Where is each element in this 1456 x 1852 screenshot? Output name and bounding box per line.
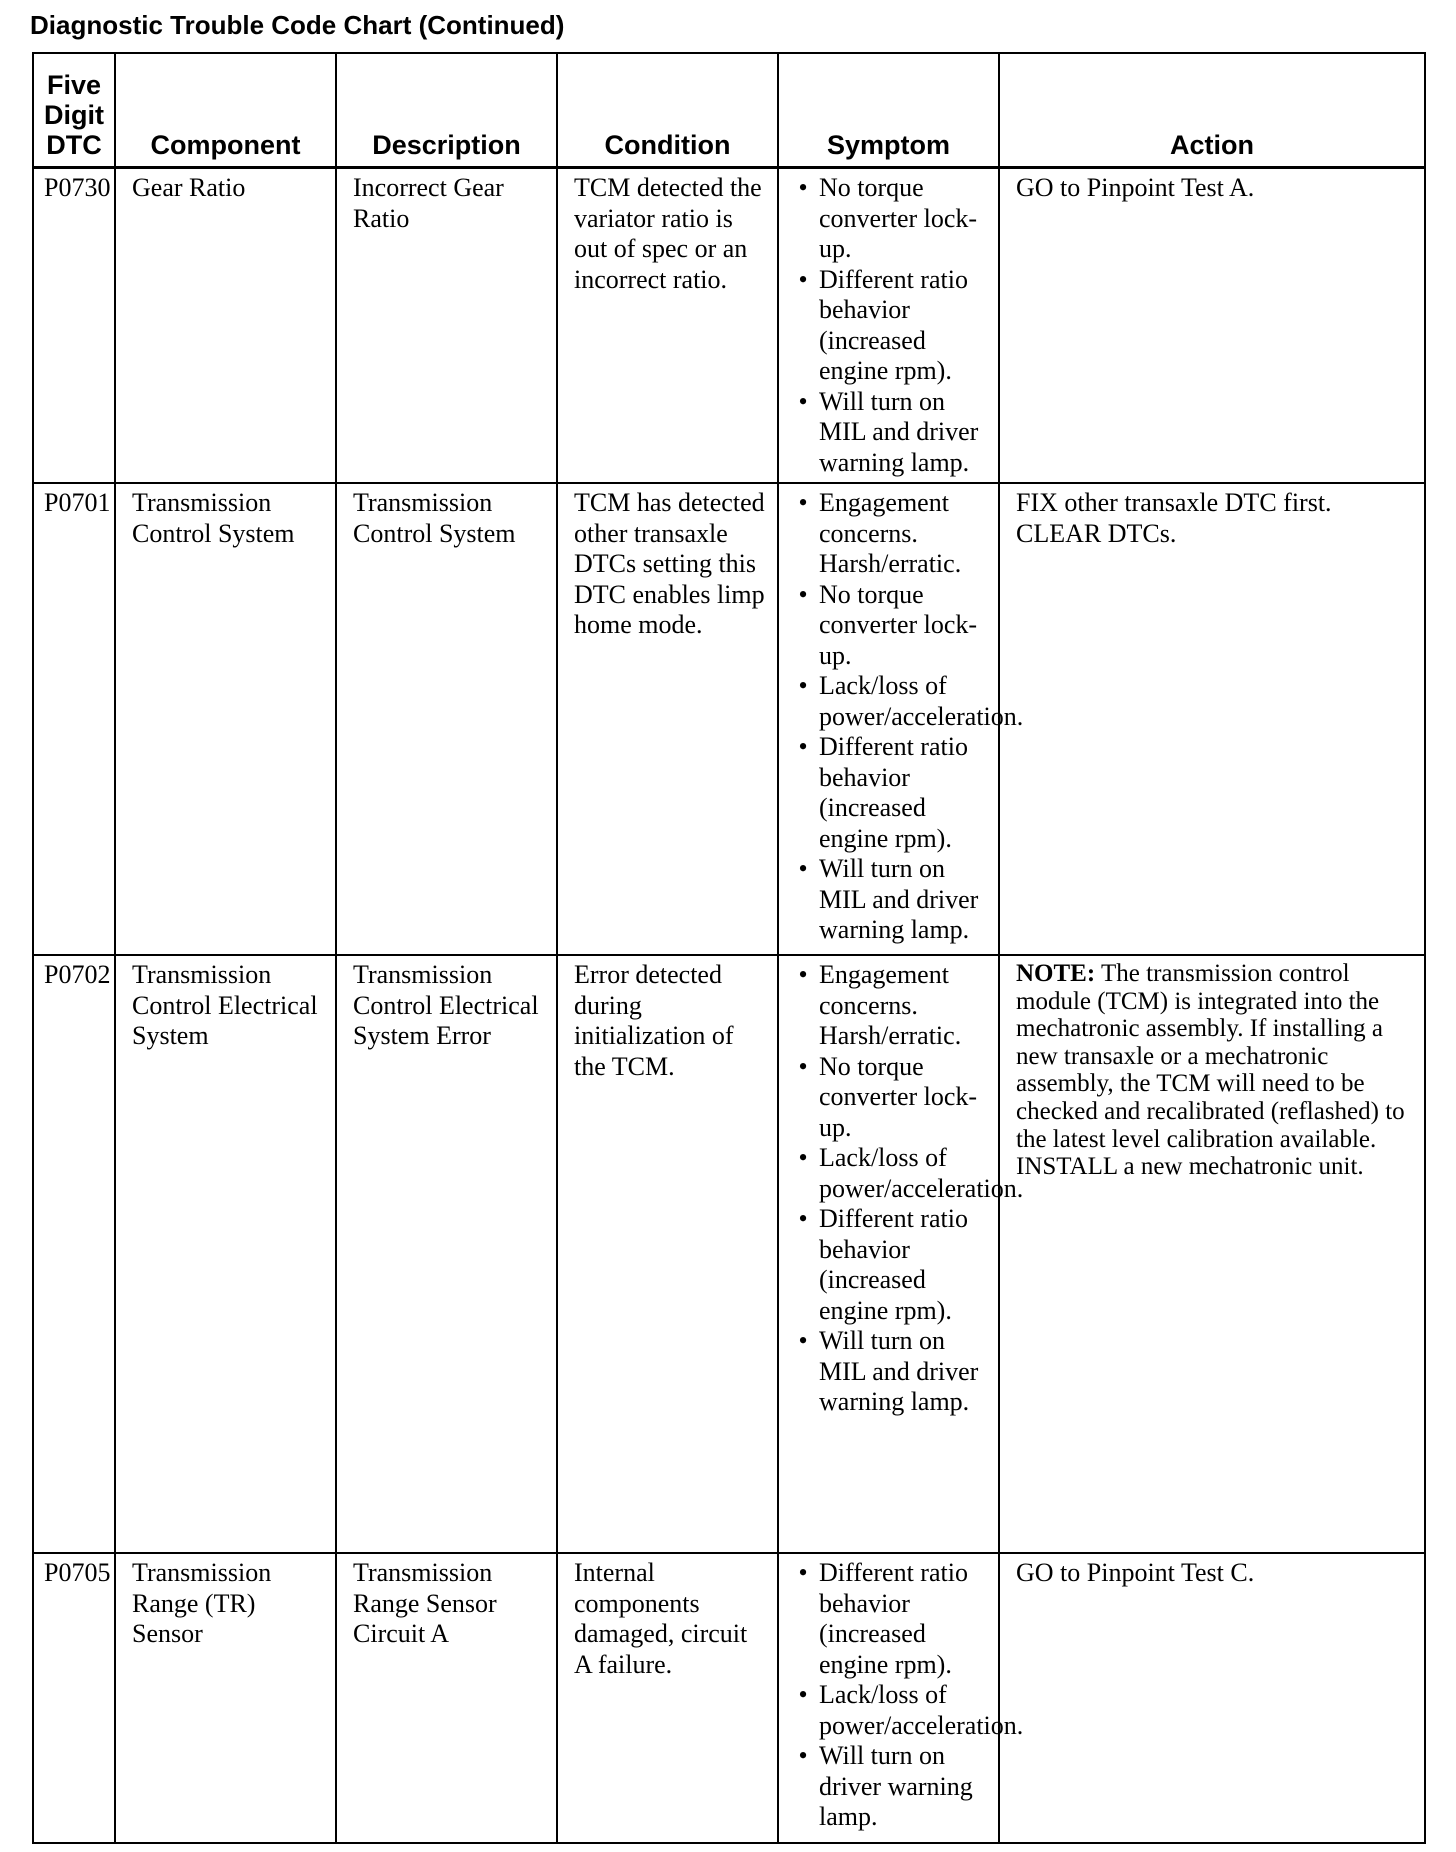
bullet-icon: • [798,854,808,883]
symptom-item [795,1143,1024,1204]
action-cell [999,168,1425,484]
symptom-item [795,1052,990,1144]
symptom-text: Will turn on driver warning lamp. [819,1741,973,1831]
symptom-item [795,387,990,479]
header-condition: Condition [557,53,778,168]
symptom-text: Different ratio behavior (increased engine rpm). [819,1204,968,1325]
header-action: Action [999,53,1425,168]
dtc-code-cell: P0705 [33,1553,115,1843]
symptom-list [795,1558,1024,1833]
action-cell [999,955,1425,1553]
symptom-text: Will turn on MIL and driver warning lamp. [819,386,979,477]
action-text: FIX other transaxle DTC first. CLEAR DTCs. [1016,488,1332,548]
action-cell [999,483,1425,955]
condition-cell: TCM has detected other transaxle DTCs setting this DTC enables limp home mode. [557,483,778,955]
header-symptom: Symptom [778,53,999,168]
component-cell: Transmission Control Electrical System [115,955,336,1553]
symptom-list [795,488,1024,946]
bullet-icon: • [798,1143,808,1172]
component-cell: Gear Ratio [115,168,336,484]
bullet-icon: • [798,1051,808,1081]
bullet-icon: • [798,960,808,989]
bullet-icon: • [798,1680,808,1709]
bullet-icon: • [798,579,808,609]
symptom-item [795,1204,990,1326]
header-code-line2: Digit [44,100,104,130]
symptom-text: Engagement concerns. Harsh/erratic. [819,488,962,578]
dtc-table [32,52,1426,1844]
page-title: Diagnostic Trouble Code Chart (Continued) [30,10,565,40]
description-cell: Transmission Control Electrical System Error [336,955,557,1553]
symptom-item [795,854,990,946]
symptom-item [795,732,990,854]
symptom-item [795,1326,990,1418]
symptom-list [795,173,990,478]
table-row [33,1553,1425,1843]
header-component: Component [115,53,336,168]
symptom-text: No torque converter lock-up. [819,1051,978,1142]
bullet-icon: • [798,173,808,202]
symptom-item [795,580,990,672]
description-cell: Transmission Range Sensor Circuit A [336,1553,557,1843]
action-text: GO to Pinpoint Test A. [1016,173,1255,202]
bullet-icon: • [798,1326,808,1355]
component-cell: Transmission Control System [115,483,336,955]
symptom-cell [778,168,999,484]
description-cell: Transmission Control System [336,483,557,955]
symptom-text: Lack/loss of power/acceleration. [819,1680,1024,1740]
condition-cell: TCM detected the variator ratio is out of spec or an incorrect ratio. [557,168,778,484]
symptom-text: Lack/loss of power/acceleration. [819,1143,1024,1203]
table-row [33,955,1425,1553]
component-cell: Transmission Range (TR) Sensor [115,1553,336,1843]
symptom-item [795,265,990,387]
symptom-text: No torque converter lock-up. [819,579,978,670]
description-cell: Incorrect Gear Ratio [336,168,557,484]
note-label: NOTE: [1016,960,1096,987]
symptom-text: Lack/loss of power/acceleration. [819,671,1024,731]
bullet-icon: • [798,488,808,517]
symptom-list [795,960,1024,1418]
symptom-text: Will turn on MIL and driver warning lamp. [819,1326,979,1416]
condition-cell: Internal components damaged, circuit A failure. [557,1553,778,1843]
symptom-text: Different ratio behavior (increased engine rpm). [819,264,968,385]
symptom-text: Different ratio behavior (increased engine rpm). [819,1558,968,1679]
dtc-code-cell: P0702 [33,955,115,1553]
header-code-line1: Five [46,70,102,100]
bullet-icon: • [798,1558,808,1587]
symptom-item [795,488,990,580]
condition-cell: Error detected during initialization of the TCM. [557,955,778,1553]
header-code-line3: DTC [46,130,102,160]
bullet-icon: • [798,386,808,416]
symptom-text: Different ratio behavior (increased engine rpm). [819,732,968,853]
dtc-code-cell: P0701 [33,483,115,955]
bullet-icon: • [798,732,808,761]
header-row [33,53,1425,168]
symptom-text: Engagement concerns. Harsh/erratic. [819,960,962,1050]
symptom-item [795,1680,1024,1741]
symptom-cell [778,1553,1024,1843]
bullet-icon: • [798,1741,808,1770]
header-code [33,53,115,168]
symptom-item [795,1558,990,1680]
symptom-cell [778,955,1024,1553]
bullet-icon: • [798,1204,808,1233]
symptom-text: No torque converter lock-up. [819,173,978,263]
bullet-icon: • [798,264,808,294]
symptom-item [795,173,990,265]
action-text: The transmission control module (TCM) is integrated into the mechatronic assembly. If installing a new transaxle or a mechatronic assembly, the TCM will need to be checked and recalibrated (reflashed) to the latest level calibration available. INSTALL a new mechatronic unit. [1016,960,1405,1181]
symptom-item [795,671,1024,732]
action-cell [999,1553,1425,1843]
table-row [33,168,1425,484]
symptom-item [795,960,990,1052]
bullet-icon: • [798,671,808,700]
symptom-cell [778,483,1024,955]
symptom-item [795,1741,990,1833]
header-description: Description [336,53,557,168]
symptom-text: Will turn on MIL and driver warning lamp. [819,854,979,944]
table-row [33,483,1425,955]
dtc-code-cell: P0730 [33,168,115,484]
action-text: GO to Pinpoint Test C. [1016,1558,1255,1587]
